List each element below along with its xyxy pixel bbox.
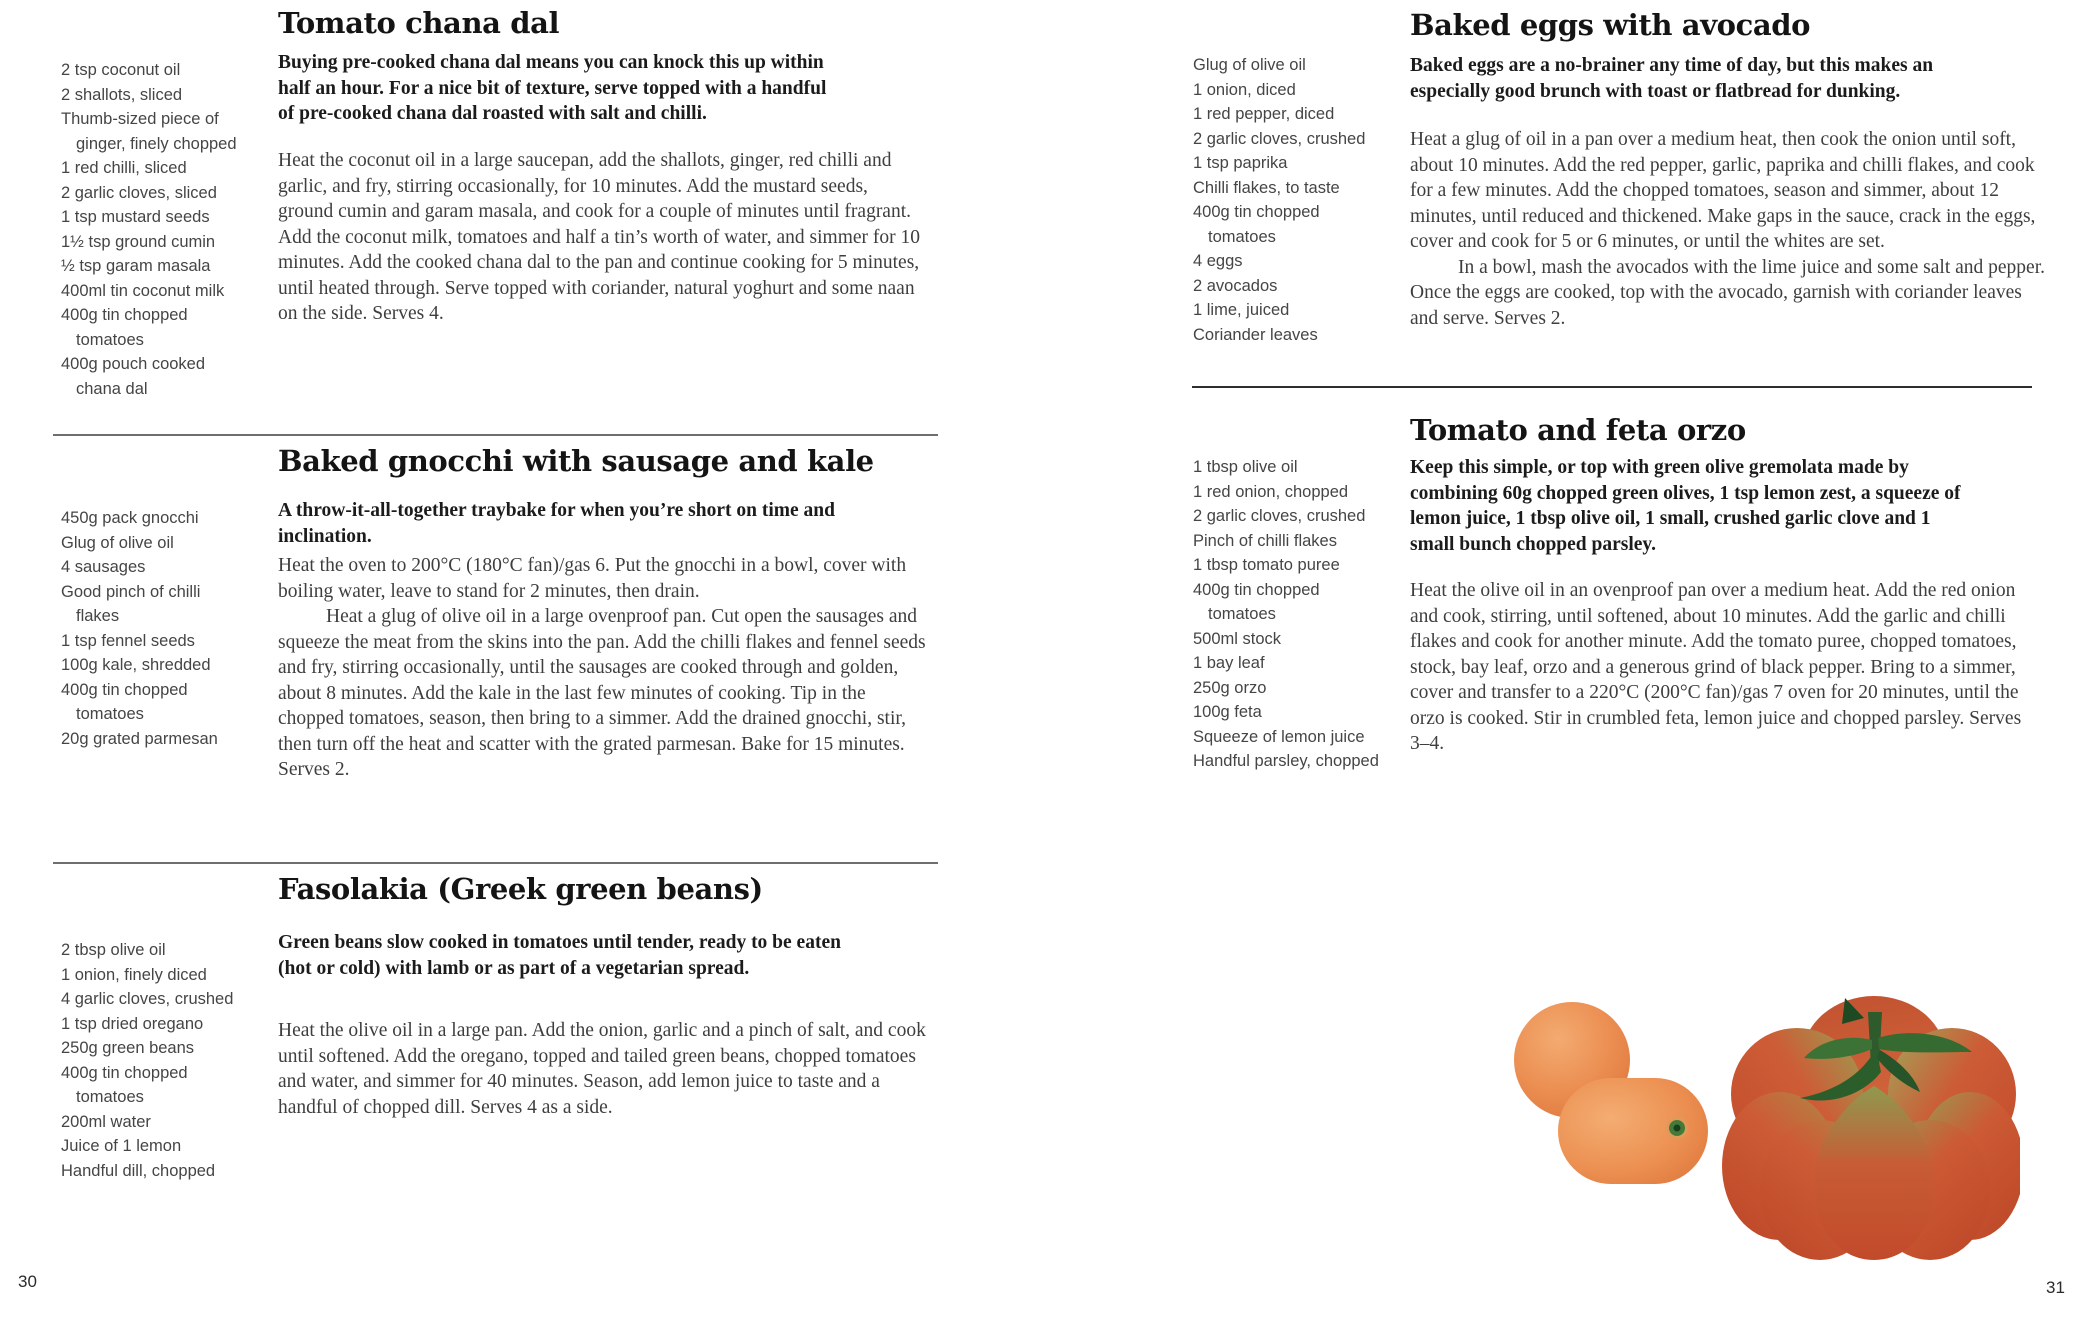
ingredient-line: 20g grated parmesan [61, 729, 218, 748]
recipe-intro: A throw-it-all-together traybake for when you’re short on time and inclination. [278, 500, 835, 547]
method-paragraph: Heat a glug of olive oil in a large ovenproof pan. Cut open the sausages and squeeze the meat from the skins into the pan. Add the chilli flakes and fennel seeds and fry, stirring occasionally, until the sausages are cooked through and golden, about 8 minutes. Add the kale in the last few minutes of cooking. Tip in the chopped tomatoes, season, then bring to a simmer. Add the drained gnocchi, stir, then turn off the heat and scatter with the grated parmesan. Bake for 15 minutes. Serves 2. [278, 606, 926, 780]
ingredient-line: Squeeze of lemon juice [1193, 727, 1365, 746]
method-paragraph: Heat the olive oil in a large pan. Add the onion, garlic and a pinch of salt, and cook until softened. Add the oregano, topped and tailed green beans, chopped tomatoes and water, and simmer for 40 minutes. Season, add lemon juice to taste and a handful of chopped dill. Serves 4 as a side. [278, 1020, 926, 1118]
ingredient-list [1193, 53, 1381, 347]
recipe-title: Tomato chana dal [278, 6, 560, 40]
method-paragraph: In a bowl, mash the avocados with the lime juice and some salt and pepper. Once the eggs are cooked, top with the avocado, garnish with coriander leaves and serve. Serves 2. [1410, 256, 2046, 329]
ingredient-line: 1 tbsp olive oil [1193, 458, 1298, 476]
ingredient-line: 400g tin chopped tomatoes [1193, 203, 1320, 246]
ingredient-line: 1 onion, finely diced [61, 965, 207, 984]
ingredient-line: Chilli flakes, to taste [1193, 178, 1340, 197]
ingredient-line: ½ tsp garam masala [61, 257, 211, 275]
recipe-intro: Baked eggs are a no-brainer any time of day, but this makes an especially good brunch with toast or flatbread for dunking. [1410, 55, 1934, 102]
ingredient-line: 500ml stock [1193, 629, 1282, 648]
section-divider [53, 862, 938, 864]
ingredient-line: 1 red chilli, sliced [61, 159, 187, 177]
ingredient-list [61, 938, 239, 1183]
recipe-intro: Keep this simple, or top with green olive gremolata made by combining 60g chopped green olives, 1 tsp lemon zest, a squeeze of lemon juice, 1 tbsp olive oil, 1 small, crushed garlic clove and 1 small bunch chopped parsley. [1410, 457, 1961, 555]
ingredient-line: Good pinch of chilli flakes [61, 582, 201, 625]
ingredient-line: 100g kale, shredded [61, 656, 211, 674]
recipe-title: Baked gnocchi with sausage and kale [278, 444, 874, 478]
ingredient-line: 4 sausages [61, 558, 146, 576]
ingredient-line: Glug of olive oil [61, 533, 174, 552]
recipe-title: Baked eggs with avocado [1410, 8, 1811, 42]
ingredient-line: 250g orzo [1193, 678, 1267, 697]
ingredient-line: Handful dill, chopped [61, 1161, 216, 1180]
ingredient-line: Handful parsley, chopped [1193, 752, 1379, 770]
ingredient-line: 400g tin chopped tomatoes [61, 1063, 188, 1106]
ingredient-line: 1 bay leaf [1193, 654, 1265, 672]
plum-tomatoes-illustration [1514, 1002, 1708, 1184]
recipe-method [1410, 127, 2045, 331]
section-divider [53, 434, 938, 436]
ingredient-line: 1 tsp mustard seeds [61, 208, 210, 226]
method-paragraph: Heat the olive oil in an ovenproof pan over a medium heat. Add the red onion and cook, stirring, until softened, about 10 minutes. Add the garlic and chilli flakes and cook for another minute. Add the tomato puree, chopped tomatoes, stock, bay leaf, orzo and a generous grind of black pepper. Bring to a simmer, cover and transfer to a 220°C (200°C fan)/gas 7 oven for 20 minutes, until the orzo is cooked. Stir in crumbled feta, lemon juice and chopped parsley. Serves 3–4. [1410, 580, 2022, 754]
ingredient-line: Coriander leaves [1193, 325, 1318, 344]
recipe-intro: Buying pre-cooked chana dal means you can knock this up within half an hour. For a nice bit of texture, serve topped with a handful of pre-cooked chana dal roasted with salt and chilli. [278, 52, 827, 124]
ingredient-line: Pinch of chilli flakes [1193, 531, 1337, 550]
ingredient-line: 2 tbsp olive oil [61, 941, 166, 959]
ingredient-line: 250g green beans [61, 1039, 195, 1057]
ingredient-line: 1 red pepper, diced [1193, 105, 1335, 123]
ingredient-line: 1½ tsp ground cumin [61, 232, 216, 251]
ingredient-list [61, 506, 239, 751]
ingredient-line: 2 garlic cloves, crushed [1193, 507, 1366, 525]
ingredient-line: 2 tsp coconut oil [61, 61, 181, 79]
ingredient-line: 100g feta [1193, 703, 1262, 721]
plum-tomato-calyx-center [1674, 1125, 1681, 1132]
method-paragraph: Heat the oven to 200°C (180°C fan)/gas 6. Put the gnocchi in a bowl, cover with boiling water, leave to stand for 2 minutes, then drain. [278, 555, 907, 602]
ingredient-line: 400g tin chopped tomatoes [61, 680, 188, 723]
ingredient-line: 200ml water [61, 1112, 151, 1131]
tomato-illustration [1500, 978, 2020, 1278]
ingredient-line: Thumb-sized piece of ginger, finely chopped [61, 110, 237, 153]
page-number-right: 31 [2046, 1278, 2065, 1297]
ingredient-line: 400g tin chopped tomatoes [61, 306, 188, 349]
section-divider [1192, 386, 2032, 388]
recipe-method [278, 148, 926, 327]
recipe-title: Tomato and feta orzo [1410, 413, 1746, 447]
ingredient-line: 4 garlic cloves, crushed [61, 990, 234, 1008]
method-paragraph: Heat the coconut oil in a large saucepan, add the shallots, ginger, red chilli and garlic, and fry, stirring occasionally, for 10 minutes. Add the mustard seeds, ground cumin and garam masala, and cook for a couple of minutes until fragrant. Add the coconut milk, tomatoes and half a tin’s worth of water, and simmer for 10 minutes. Add the cooked chana dal to the pan and continue cooking for 5 minutes, until heated through. Serve topped with coriander, natural yoghurt and some naan on the side. Serves 4. [278, 150, 921, 324]
ingredient-line: 2 garlic cloves, crushed [1193, 129, 1366, 148]
ingredient-line: Glug of olive oil [1193, 56, 1306, 74]
ingredient-line: 1 tsp paprika [1193, 154, 1288, 172]
ingredient-list [1193, 455, 1381, 774]
ingredient-line: 2 avocados [1193, 276, 1278, 295]
ingredient-line: 1 red onion, chopped [1193, 482, 1349, 501]
ingredient-line: 2 garlic cloves, sliced [61, 183, 217, 202]
recipe-title: Fasolakia (Greek green beans) [278, 872, 763, 906]
ingredient-line: 4 eggs [1193, 252, 1243, 270]
ingredient-line: 450g pack gnocchi [61, 509, 199, 527]
method-paragraph: Heat a glug of oil in a pan over a medium heat, then cook the onion until soft, about 10 minutes. Add the red pepper, garlic, paprika and chilli flakes, and cook for a few minutes. Add the chopped tomatoes, season and simmer, about 12 minutes, until reduced and thickened. Make gaps in the sauce, crack in the eggs, cover and cook for 5 or 6 minutes, or until the whites are set. [1410, 129, 2036, 252]
ingredient-list [61, 58, 239, 401]
ingredient-line: 1 lime, juiced [1193, 301, 1290, 319]
ingredient-line: 1 onion, diced [1193, 80, 1296, 99]
ingredient-line: Juice of 1 lemon [61, 1137, 182, 1155]
heirloom-tomato-illustration [1722, 996, 2020, 1260]
recipe-intro: Green beans slow cooked in tomatoes until tender, ready to be eaten (hot or cold) with lamb or as part of a vegetarian spread. [278, 932, 841, 979]
ingredient-line: 1 tbsp tomato puree [1193, 556, 1340, 574]
recipe-method [1410, 578, 2045, 757]
ingredient-line: 1 tsp dried oregano [61, 1014, 204, 1033]
page-number-left: 30 [18, 1272, 37, 1291]
ingredient-line: 2 shallots, sliced [61, 85, 183, 104]
ingredient-line: 1 tsp fennel seeds [61, 631, 195, 650]
ingredient-line: 400g pouch cooked chana dal [61, 355, 206, 398]
recipe-method [278, 1018, 926, 1120]
ingredient-line: 400g tin chopped tomatoes [1193, 580, 1320, 623]
recipe-method [278, 553, 926, 783]
ingredient-line: 400ml tin coconut milk [61, 281, 225, 300]
